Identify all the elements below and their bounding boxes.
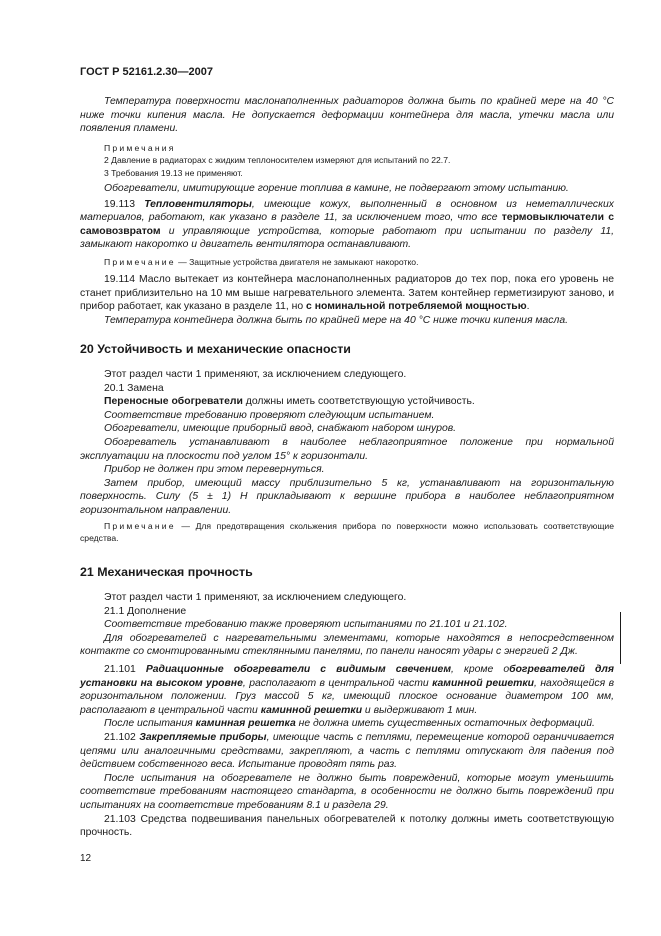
paragraph: Этот раздел части 1 применяют, за исключением следующего. — [104, 592, 407, 603]
clause-21-102 — [80, 731, 614, 772]
clause-21-101 — [80, 663, 614, 717]
section-19-body — [80, 182, 614, 252]
term: термовыключатели с самовозвратом — [80, 212, 614, 237]
revision-bar — [620, 612, 621, 664]
note-text: — Для предотвращения скольжения прибора по поверхности можно использовать соответствующие средства. — [80, 521, 614, 544]
paragraph: Обогреватель устанавливают в наиболее неблагоприятное положение при нормальной эксплуатации на плоскости под углом 15° к горизонтали. — [80, 436, 614, 462]
paragraph: Этот раздел части 1 применяют, за исключением следующего. — [104, 369, 407, 380]
clause-number: 21.102 — [104, 731, 136, 743]
clause-text: должны иметь соответствующую устойчивость. — [242, 396, 475, 408]
note-label: Примечание — [104, 257, 176, 267]
note-label: Примечание — [104, 521, 176, 531]
section-19-continuation — [80, 95, 614, 136]
note-text: — Защитные устройства двигателя не замыкают накоротко. — [175, 257, 419, 267]
note — [80, 256, 614, 268]
clause-21-103: 21.103 Средства подвешивания панельных обогревателей к потолку должны иметь соответствующую прочность. — [80, 813, 614, 839]
term: Тепловентиляторы — [144, 198, 252, 210]
clause-text: , кроме о — [451, 663, 510, 675]
paragraph: Обогреватели, имеющие приборный ввод, снабжают набором шнуров. — [104, 423, 457, 435]
clause-text: , располагают в центральной части — [242, 677, 433, 689]
paragraph: 21.1 Дополнение — [104, 605, 187, 617]
paragraph — [80, 717, 614, 731]
term: Переносные обогреватели — [104, 396, 243, 408]
term: Закрепляемые приборы — [139, 731, 267, 743]
term: Радиационные обогреватели с видимым свечением — [145, 663, 452, 675]
paragraph: 20.1 Замена — [104, 382, 164, 394]
paragraph: Затем прибор, имеющий массу приблизительно 5 кг, устанавливают на горизонтальную поверхность. Силу (5 ± 1) Н прикладывают к вершине прибора в наиболее неблагоприятном горизонтальном направлении. — [80, 477, 614, 516]
clause-number: 19.113 — [104, 198, 136, 210]
paragraph: Прибор не должен при этом перевернуться. — [104, 464, 325, 476]
paragraph — [80, 395, 614, 409]
notes-title: Примечания — [104, 143, 176, 153]
term: каминной решетки — [432, 677, 534, 689]
clause-text: . — [526, 301, 530, 313]
note-item: 3 Требования 19.13 не применяют. — [104, 167, 243, 178]
paragraph: Для обогревателей с нагревательными элементами, которые находятся в непосредственном контакте со смонтированными стеклянными панелями, по панели наносят удары с энергией 2 Дж. — [80, 632, 614, 658]
paragraph: Соответствие требованию также проверяют испытаниями по 21.101 и 21.102. — [104, 619, 508, 631]
note-item: 2 Давление в радиаторах с жидким теплоносителем измеряют для испытаний по 22.7. — [104, 155, 451, 166]
clause-text: После испытания — [104, 718, 196, 730]
term: каминной решетки — [260, 704, 363, 716]
term: с номинальной потребляемой мощностью — [306, 301, 527, 313]
term: богревателей для установки на высоком уровне — [80, 663, 615, 689]
paragraph: После испытания на обогревателе не должно быть повреждений, которые могут уменьшить соответствие требованиям настоящего стандарта, в особенности не должно быть повреждений при испытаниях на соответствие требованиям 8.1 и раздела 29. — [80, 772, 614, 811]
clause-text: и выдерживают 1 мин. — [362, 704, 478, 716]
paragraph: Соответствие требованию проверяют следующим испытанием. — [104, 409, 435, 421]
clause-text: , имеющие кожух, выполненный в основном из неметаллических материалов, работают, как указано в разделе 11, за исключением того, что все — [80, 198, 614, 224]
section-20-heading: 20 Устойчивость и механические опасности — [80, 342, 351, 356]
clause-text: 19.114 Масло вытекает из контейнера маслонаполненных радиаторов до тех пор, пока его уровень не станет приблизительно на 10 мм выше нагревательного элемента. Затем контейнер герметизируют заново, и прибор работает, как указано в разделе 11, но — [80, 274, 614, 313]
paragraph — [80, 273, 614, 314]
term: каминная решетка — [195, 718, 296, 730]
paragraph: Обогреватели, имитирующие горение топлива в камине, не подвергают этому испытанию. — [104, 183, 569, 194]
clause-text: , находящейся в горизонтальном положении. Груз массой 5 кг, имеющий плоское основание диаметром 100 мм, располагают в центральной части — [80, 677, 614, 716]
clause-19-113 — [80, 198, 614, 252]
paragraph: Температура контейнера должна быть по крайней мере на 40 °С ниже точки кипения масла. — [104, 314, 569, 326]
page-number: 12 — [80, 853, 92, 864]
clause-number: 21.101 — [104, 663, 136, 675]
section-20-body — [80, 368, 614, 518]
paragraph: Температура поверхности маслонаполненных радиаторов должна быть по крайней мере на 40 °С ниже точки кипения масла. Не допускается деформации контейнера для масла, утечки масла или появления пламени. — [80, 96, 614, 135]
clause-19-114 — [80, 273, 614, 327]
notes-block — [80, 142, 614, 179]
document-header: ГОСТ Р 52161.2.30—2007 — [80, 66, 214, 78]
clause-text: не должна иметь существенных остаточных деформаций. — [295, 718, 595, 730]
clause-text: и управляющие устройства, которые работают при испытании по разделу 11, замыкают накоротко и двигатель вентилятора останавливают. — [80, 225, 614, 251]
section-21-heading: 21 Механическая прочность — [80, 565, 253, 579]
clause-text: , имеющие часть с петлями, перемещение которой ограничивается цепями или аналогичными средствами, закрепляют, а часть с петлями отпускают для падения под действием собственного веса. Испытание проводят пять раз. — [80, 731, 615, 771]
section-21-body — [80, 591, 614, 840]
note — [80, 520, 614, 545]
